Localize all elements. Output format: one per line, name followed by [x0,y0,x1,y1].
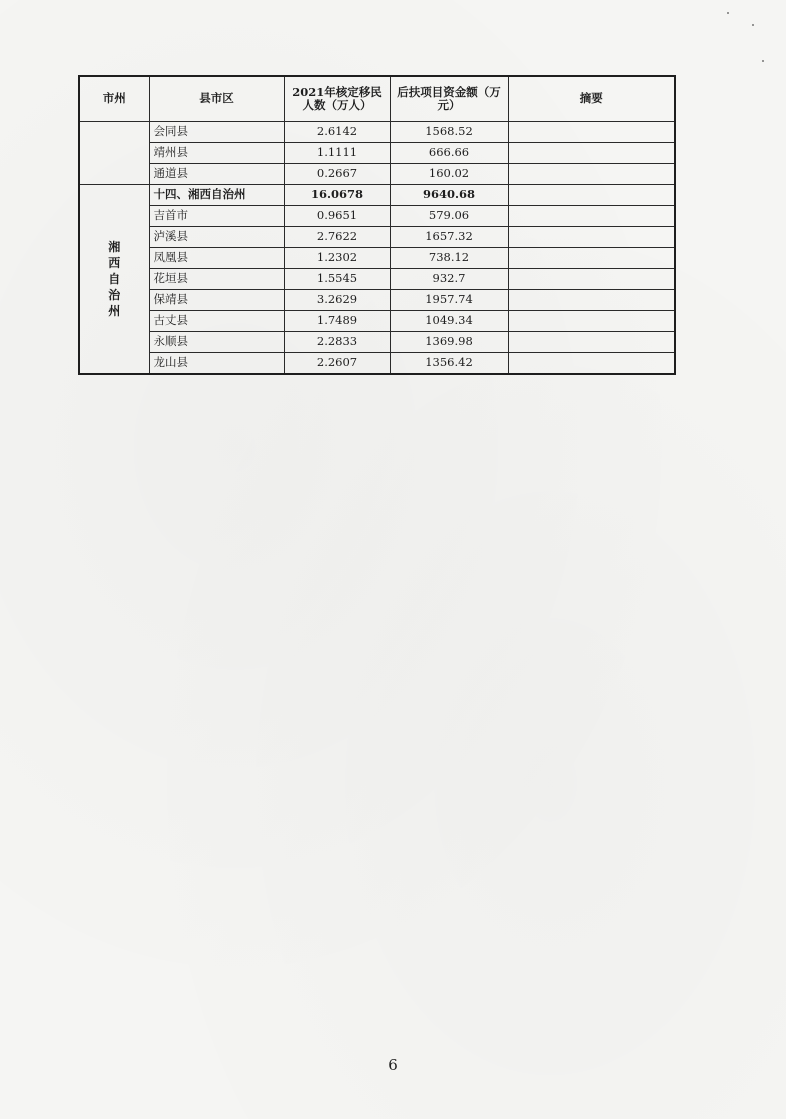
summary-value [508,164,675,185]
table-row [79,269,675,290]
subtotal-summary [508,185,675,206]
county-name: 通道县 [149,164,284,185]
city-cell-continued [79,122,149,185]
funds-value: 1049.34 [390,311,508,332]
table-row [79,311,675,332]
scan-speck [762,60,764,62]
county-name: 凤凰县 [149,248,284,269]
migrants-value: 2.7622 [284,227,390,248]
subtotal-migrants: 16.0678 [284,185,390,206]
table-row [79,353,675,375]
city-cell-xiangxi [79,185,149,375]
page-number: 6 [388,1056,398,1074]
county-name: 古丈县 [149,311,284,332]
table-row [79,332,675,353]
table-row [79,143,675,164]
summary-value [508,311,675,332]
table-row [79,248,675,269]
funds-value: 666.66 [390,143,508,164]
subtotal-funds: 9640.68 [390,185,508,206]
funds-value: 1568.52 [390,122,508,143]
summary-value [508,353,675,375]
header-summary: 摘要 [508,76,675,122]
migrants-value: 1.1111 [284,143,390,164]
scan-speck [752,24,754,26]
funds-value: 1369.98 [390,332,508,353]
table-header-row [79,76,675,122]
migrants-value: 1.2302 [284,248,390,269]
table-row [79,206,675,227]
city-name: 湘西自治州 [108,240,121,318]
funds-value: 1356.42 [390,353,508,375]
county-name: 会同县 [149,122,284,143]
migrants-value: 1.5545 [284,269,390,290]
summary-value [508,122,675,143]
funds-value: 579.06 [390,206,508,227]
migrants-value: 0.2667 [284,164,390,185]
subtotal-row [79,185,675,206]
summary-value [508,290,675,311]
funds-value: 160.02 [390,164,508,185]
county-name: 龙山县 [149,353,284,375]
table-row [79,122,675,143]
table-row [79,164,675,185]
table-row [79,290,675,311]
migrants-value: 2.2607 [284,353,390,375]
header-county: 县市区 [149,76,284,122]
migrants-value: 3.2629 [284,290,390,311]
summary-value [508,269,675,290]
funds-value: 932.7 [390,269,508,290]
scan-speck [727,12,729,14]
funds-value: 738.12 [390,248,508,269]
summary-value [508,143,675,164]
county-name: 泸溪县 [149,227,284,248]
migrants-value: 1.7489 [284,311,390,332]
summary-value [508,206,675,227]
table-row [79,227,675,248]
migrants-value: 2.6142 [284,122,390,143]
county-name: 花垣县 [149,269,284,290]
summary-value [508,332,675,353]
county-name: 靖州县 [149,143,284,164]
migrants-value: 2.2833 [284,332,390,353]
funds-value: 1957.74 [390,290,508,311]
migrants-value: 0.9651 [284,206,390,227]
funds-value: 1657.32 [390,227,508,248]
header-migrants: 2021年核定移民人数（万人） [284,76,390,122]
summary-value [508,227,675,248]
county-name: 吉首市 [149,206,284,227]
county-name: 永顺县 [149,332,284,353]
header-funds: 后扶项目资金额（万元） [390,76,508,122]
county-name: 保靖县 [149,290,284,311]
subtotal-label: 十四、湘西自治州 [149,185,284,206]
migrant-funds-table [78,75,676,375]
header-city: 市州 [79,76,149,122]
summary-value [508,248,675,269]
